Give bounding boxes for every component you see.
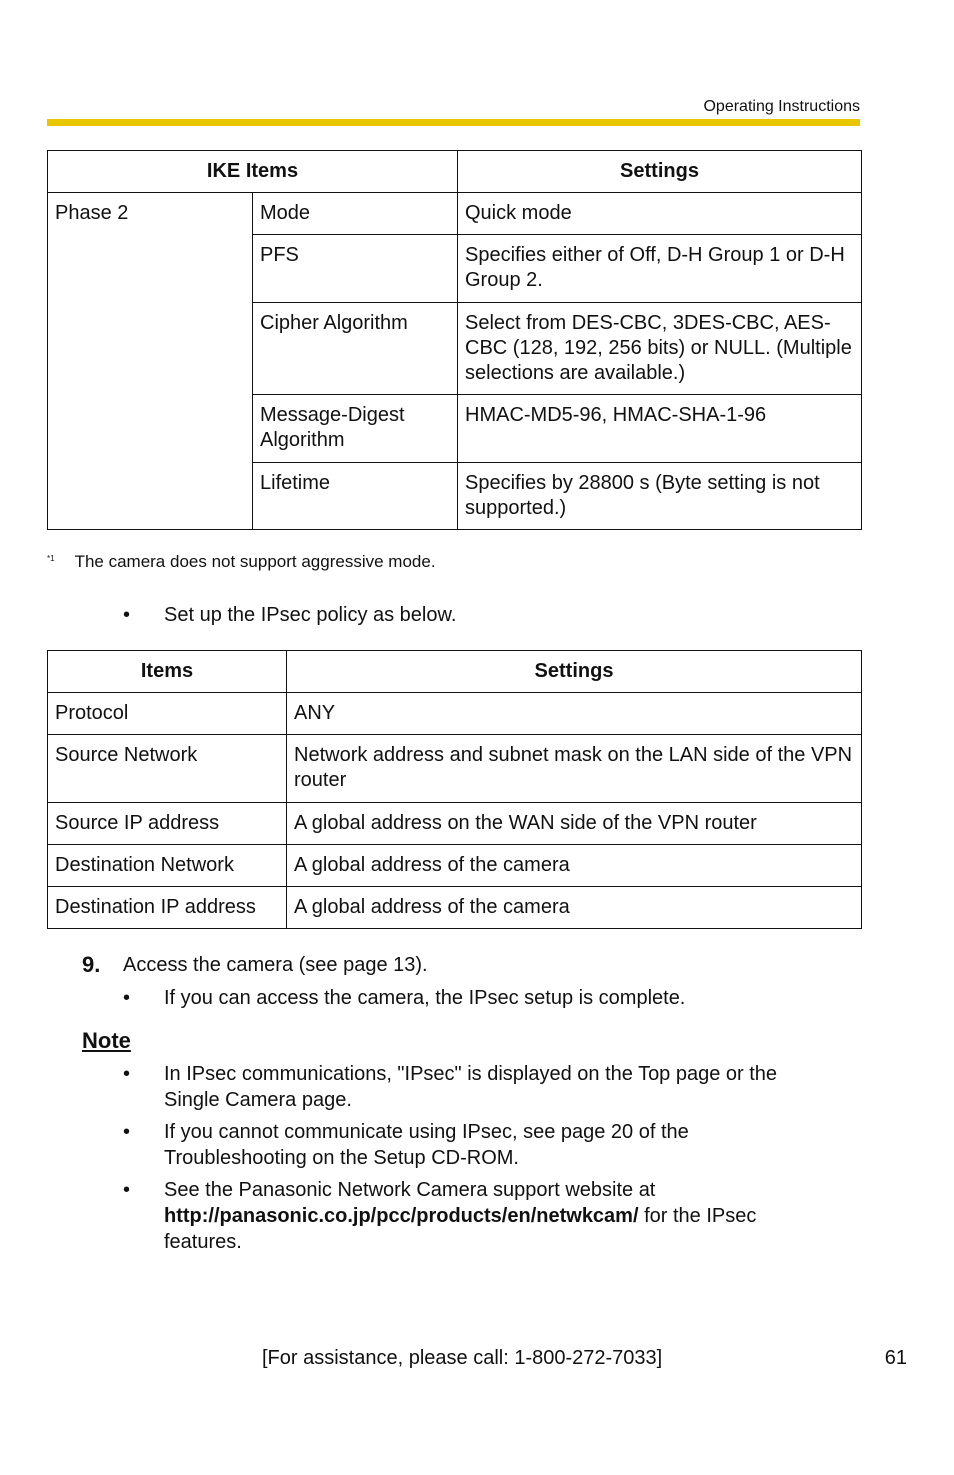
bullet-icon: •: [123, 604, 131, 626]
table-cell-item: Destination Network: [48, 845, 287, 887]
note-bullet-pre: See the Panasonic Network Camera support website at: [164, 1179, 656, 1201]
step-sub-bullet: [123, 985, 828, 1011]
table-cell-setting: Quick mode: [458, 193, 862, 235]
table-cell-item: Destination IP address: [48, 887, 287, 929]
bullet-icon: •: [123, 1179, 131, 1201]
table-cell-setting: Specifies by 28800 s (Byte setting is not supported.): [458, 463, 862, 530]
table-cell-item: Message-Digest Algorithm: [253, 395, 458, 463]
bullet-icon: •: [123, 1063, 131, 1085]
table-cell-setting: A global address on the WAN side of the VPN router: [287, 803, 862, 845]
ipsec-intro: [123, 602, 828, 628]
table-cell-setting: Specifies either of Off, D-H Group 1 or D-H Group 2.: [458, 235, 862, 303]
table-cell-setting: Select from DES-CBC, 3DES-CBC, AES-CBC (128, 192, 256 bits) or NULL. (Multiple selections are available.): [458, 303, 862, 395]
bullet-icon: •: [123, 987, 131, 1009]
footnote-text: The camera does not support aggressive mode.: [74, 552, 436, 571]
table-cell-item: PFS: [253, 235, 458, 303]
note-bullet: [123, 1061, 828, 1113]
note-bullet: [123, 1119, 828, 1171]
note-heading: Note: [82, 1028, 131, 1053]
step-number: 9.: [82, 952, 101, 977]
table-cell-setting: HMAC-MD5-96, HMAC-SHA-1-96: [458, 395, 862, 463]
footnote: [47, 552, 436, 572]
header-rule: [47, 119, 860, 126]
note-bullet-post: for the IPsec features.: [164, 1205, 757, 1253]
running-header: Operating Instructions: [703, 98, 860, 115]
table-cell-setting: A global address of the camera: [287, 887, 862, 929]
table-cell-setting: Network address and subnet mask on the LAN side of the VPN router: [287, 735, 862, 803]
table-header-items: Items: [48, 651, 287, 693]
table-cell-item: Protocol: [48, 693, 287, 735]
table-cell-item: Cipher Algorithm: [253, 303, 458, 395]
table-cell-item: Source IP address: [48, 803, 287, 845]
ike-settings-table: [47, 150, 862, 530]
ipsec-policy-table: [47, 650, 862, 929]
step-sub-bullet-text: If you can access the camera, the IPsec setup is complete.: [164, 987, 686, 1009]
table-cell-setting: A global address of the camera: [287, 845, 862, 887]
ipsec-intro-text: Set up the IPsec policy as below.: [164, 604, 457, 626]
bullet-icon: •: [123, 1121, 131, 1143]
table-cell-item: Source Network: [48, 735, 287, 803]
table-header-settings: Settings: [458, 151, 862, 193]
table-cell-item: Lifetime: [253, 463, 458, 530]
table-cell-setting: ANY: [287, 693, 862, 735]
table-header-settings: Settings: [287, 651, 862, 693]
table-header-ike-items: IKE Items: [48, 151, 458, 193]
table-cell-item: Mode: [253, 193, 458, 235]
note-bullet: [123, 1177, 828, 1255]
step-text: Access the camera (see page 13).: [123, 954, 428, 976]
support-url-link[interactable]: http://panasonic.co.jp/pcc/products/en/netwkcam/: [164, 1205, 639, 1227]
assistance-footer: [For assistance, please call: 1-800-272-7033]: [262, 1347, 663, 1369]
note-bullet-text: In IPsec communications, "IPsec" is displayed on the Top page or the Single Camera page.: [164, 1063, 778, 1111]
phase-label: Phase 2: [48, 193, 253, 530]
note-bullet-text: [164, 1177, 828, 1255]
page-number: 61: [884, 1347, 907, 1369]
footnote-mark: *1: [47, 554, 55, 563]
note-bullet-text: If you cannot communicate using IPsec, see page 20 of the Troubleshooting on the Setup CD-ROM.: [164, 1121, 689, 1169]
